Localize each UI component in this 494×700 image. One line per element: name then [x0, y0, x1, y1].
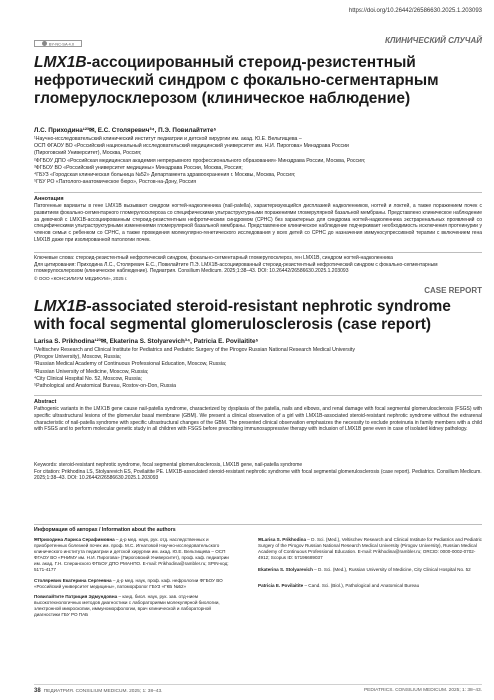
authors-info-ru: [34, 537, 230, 622]
author-info-en: ✉Larisa S. Prikhodina – D. Sci. (Med.), Veltischev Research and Clinical Institute for Pediatrics and Pediatric Surgery of the Pirogov Russian National Research Medical University (Pirogov University), Russian Medical Academy of Continuous Professional Education. E-mail: Prikhodina@rambler.ru; ORCID: 0000-0002-0702-4912; Scopus ID: 57196689037: [258, 537, 482, 561]
abstract-text-ru: Патогенные варианты в гене LMX1B вызывают синдром ногтей-надколенника (nail-patella), характеризующийся дисплазией надколенников, ногтей и локтей, а также поражением почек с развитием фокально-сегментарного гломерулосклероза со специфическими ультраструктурными поражениями гломерулярной базальной мембраны. Представлено клиническое наблюдение за девочкой с LMX1B-ассоциированным стероид-резистентным нефротическим синдромом (СРНС) без характерных для синдрома ногтей-надколенника экстраренальных проявлений со специфическими ультраструктурными изменениями гломерулярной базальной мембраны. Представленное клиническое наблюдение подчеркивает необходимость исключения протеинурии у членов семьи с ребенком со СРНС, а также проведения молекулярно-генетического исследования у всех детей со СРНС до назначения иммуносупрессивной терапии с включением гена LMX1B даже при изолированной патологии почек.: [34, 203, 482, 243]
authors-ru: Л.С. Приходина¹²³✉, Е.С. Столяревич³⁴, П.Э. Повилайтите⁵: [34, 127, 217, 134]
page-number: 38: [34, 688, 41, 694]
footer-right: PEDIATRICS. CONSILIUM MEDICUM. 2025; 1: 38–43.: [363, 688, 482, 693]
footer-left: 38 ПЕДИАТРИЯ. CONSILIUM MEDICUM. 2025; 1: 38–43.: [34, 688, 163, 694]
article-title-ru: LMX1B-ассоциированный стероид-резистентный нефротический синдром с фокально-сегментарным гломерулосклерозом (клиническое наблюдение): [34, 54, 439, 107]
meta-ru: [34, 252, 482, 281]
abstract-heading-ru: Аннотация: [34, 196, 64, 202]
rubric-ru: КЛИНИЧЕСКИЙ СЛУЧАЙ: [384, 36, 482, 45]
authors-info-en: [258, 537, 482, 594]
affiliations-en: ¹Veltischev Research and Clinical Institute for Pediatrics and Pediatric Surgery of the Pirogov Russian National Research Medical University (Pirogov University), Moscow, Russia; ²Russian Medical Academy of Continuous Professional Education, Moscow, Russia; ³Russian University of Medicine, Moscow, Russia; ⁴City Clinical Hospital No. 52, Moscow, Russia; ⁵Pathological and Anatomical Bureau, Rostov-on-Don, Russia: [34, 347, 355, 390]
affiliations-ru: ¹Научно-исследовательский клинический институт педиатрии и детской хирургии им. акад. Ю.Е. Вельтищева – ОСП ФГАОУ ВО «Российский национальный исследовательский медицинский университет им. Н.И. Пирогова» Минздрава России (Пироговский Университет), Москва, Россия; ²ФГБОУ ДПО «Российская медицинская академия непрерывного профессионального образования» Минздрава России, Москва, Россия; ³ФГБОУ ВО «Российский университет медицины» Минздрава России, Москва, Россия; ⁴ГБУЗ «Городская клиническая больница №52» Департамента здравоохранения г. Москвы, Москва, Россия; ⁵ГБУ РО «Патолого-анатомическое бюро», Ростов-на-Дону, Россия: [34, 136, 366, 186]
article-title-en: LMX1B-associated steroid-resistant nephrotic syndrome with focal segmental glomerulosclerosis (case report): [34, 298, 451, 333]
author-info-en: Patricia E. Povilaitite – Cand. Sci. (Biol.), Pathological and Anatomical Bureau: [258, 583, 420, 589]
creative-commons-icon: [42, 41, 47, 46]
rubric-en: CASE REPORT: [424, 286, 482, 295]
authors-info-heading: Информация об авторах / Information about the authors: [34, 527, 176, 533]
abstract-text-en: Pathogenic variants in the LMX1B gene cause nail-patella syndrome, characterized by dysplasia of the patella, nails and elbows, and renal damage with focal segmental glomerulosclerosis (FSGS) with specific ultrastructural lesions of the glomerular basal membrane (GBM). We present a clinical observation of a girl with LMX1B-associated steroid-resistant nephrotic syndrome without the extrarenal characteristic of nail-patella syndrome with specific ultrastructural changes of the GBM. The presented clinical observation emphasizes the necessity to exclude proteinuria in family members with a child with FSGS and to perform molecular genetic study in all children with FSGS before prescribing immunosuppressive therapy with inclusion of LMX1B gene even in case of isolated kidney pathology.: [34, 406, 482, 433]
keywords-en: Keywords: steroid-resistant nephrotic syndrome, focal segmental glomerulosclerosis, LMX1B gene, nail-patella syndrome: [34, 462, 303, 468]
footer-divider: [34, 684, 482, 685]
author-info-ru: ✉Приходина Лариса Серафимовна – д-р мед. наук, рук. отд. наследственных и приобретенных болезней почек им. проф. М.С. Игнатовой Научно-исследовательского клинического института педиатрии и детской хирургии им. акад. Ю.Е. Вельтищева – ОСП ФГАОУ ВО «РНИМУ им. Н.И. Пирогова» (Пироговский Университет), проф. каф. педиатрии им. акад. Г.Н. Сперанского ФГБОУ ДПО РМАНПО. E-mail: Prikhodina@rambler.ru; SPIN-код: 5171-4177: [34, 537, 229, 573]
meta-en: [34, 462, 482, 482]
author-info-ru: Столяревич Екатерина Сергеевна – д-р мед. наук, проф. каф. нефрологии ФГБОУ ВО «Российский университет медицины», патоморфолог ГБУЗ «ГКБ №52»: [34, 577, 223, 589]
authors-en: Larisa S. Prikhodina¹²³✉, Ekaterina S. Stolyarevich³⁴, Patricia E. Povilaitite⁵: [34, 338, 259, 345]
abstract-en: [34, 395, 482, 433]
header-bar: [34, 36, 482, 52]
abstract-ru: [34, 192, 482, 244]
citation-ru: Для цитирования: Приходина Л.С., Столяревич Е.С., Повилайтите П.Э. LMX1B-ассоциированный стероид-резистентный нефротический синдром с фокально-сегментарным гломерулосклерозом (клиническое наблюдение). Педиатрия. Consilium Medicum. 2025;1:38–43. DOI: 10.26442/26586630.2025.1.203093: [34, 261, 438, 275]
author-info-en: Ekaterina S. Stolyarevich – D. Sci. (Med.), Russian University of Medicine, City Clinical Hospital No. 52: [258, 567, 471, 573]
keywords-ru: Ключевые слова: стероид-резистентный нефротический синдром, фокально-сегментарный гломерулосклероз, ген LMX1B, синдром ногтей-надколенника: [34, 255, 393, 261]
divider: [34, 524, 482, 525]
citation-en: For citation: Prikhodina LS, Stolyarevich ES, Povilaitite PE. LMX1B-associated steroid-resistant nephrotic syndrome with focal segmental glomerulosclerosis (case report). Pediatrics. Consilium Medicum. 2025;1:38–43. DOI: 10.26442/26586630.2025.1.203093: [34, 468, 482, 482]
abstract-heading-en: Abstract: [34, 399, 57, 405]
author-info-ru: Повилайтите Патриция Эдмундовна – канд. биол. наук, рук. зав. отд-нием высокотехнологичных методов диагностики с лабораториями молекулярной биологии, электронной микроскопии, иммуноморфологии, врач клинической и лабораторной диагностики ГБУ РО ПАБ: [34, 593, 220, 618]
copyright: © ООО «КОНСИЛИУМ МЕДИКУМ», 2025 г.: [34, 275, 128, 281]
license-badge[interactable]: BY-NC-SA 4.0: [34, 40, 82, 47]
doi-link[interactable]: https://doi.org/10.26442/26586630.2025.1.203093: [348, 8, 482, 14]
